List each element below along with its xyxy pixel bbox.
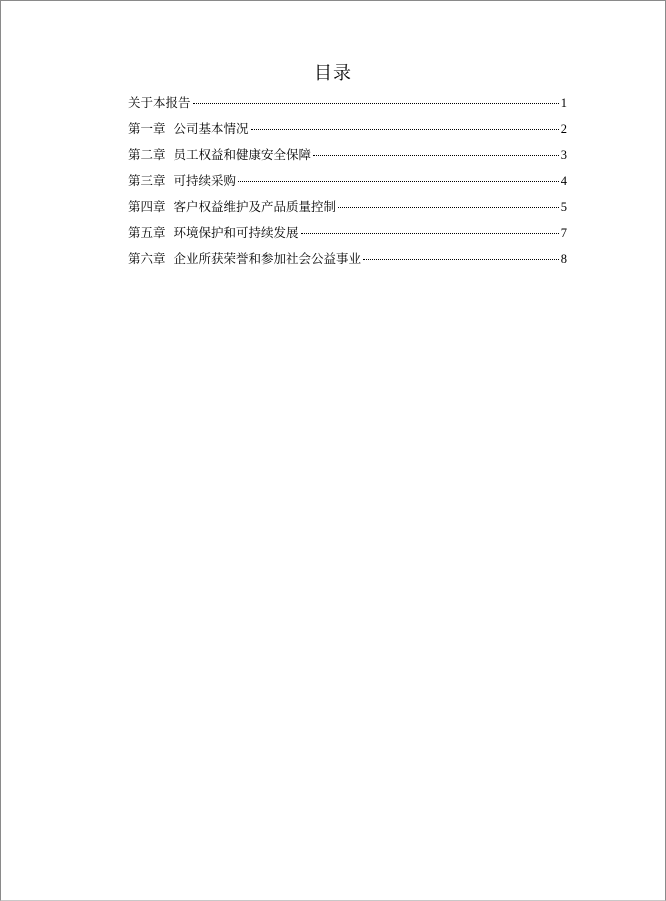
toc-entry-label [128, 225, 299, 241]
toc-entry-title: 公司基本情况 [173, 121, 249, 136]
toc-leader-dots [313, 155, 559, 156]
toc-title: 目录 [314, 63, 352, 84]
toc-entry-label [128, 147, 311, 163]
toc-page-number: 4 [560, 174, 567, 188]
toc-entry-chapter-3[interactable] [128, 173, 567, 199]
toc-entry-label [128, 173, 236, 189]
toc-entry-label [128, 95, 191, 111]
toc-leader-dots [301, 233, 559, 234]
toc-chapter-number: 第三章 [128, 173, 166, 188]
table-of-contents [128, 95, 567, 277]
toc-entry-title: 关于本报告 [128, 95, 191, 110]
toc-entry-title: 员工权益和健康安全保障 [173, 147, 312, 162]
toc-leader-dots [251, 129, 559, 130]
toc-entry-chapter-6[interactable] [128, 251, 567, 277]
toc-page-number: 3 [560, 148, 567, 162]
toc-page-number: 7 [560, 226, 567, 240]
toc-leader-dots [363, 259, 559, 260]
toc-entry-label [128, 121, 249, 137]
toc-chapter-number: 第五章 [128, 225, 166, 240]
toc-page-number: 2 [560, 122, 567, 136]
toc-page-number: 5 [560, 200, 567, 214]
toc-page-number: 1 [560, 96, 567, 110]
toc-entry-chapter-4[interactable] [128, 199, 567, 225]
toc-leader-dots [193, 103, 559, 104]
toc-leader-dots [338, 207, 559, 208]
toc-entry-title: 客户权益维护及产品质量控制 [173, 199, 337, 214]
toc-entry-label [128, 251, 361, 267]
toc-entry-chapter-1[interactable] [128, 121, 567, 147]
toc-entry-chapter-5[interactable] [128, 225, 567, 251]
toc-entry-title: 企业所获荣誉和参加社会公益事业 [173, 251, 362, 266]
toc-chapter-number: 第一章 [128, 121, 166, 136]
toc-page-number: 8 [560, 252, 567, 266]
toc-entry-label [128, 199, 336, 215]
toc-chapter-number: 第四章 [128, 199, 166, 214]
toc-chapter-number: 第二章 [128, 147, 166, 162]
toc-entry-title: 环境保护和可持续发展 [173, 225, 299, 240]
toc-leader-dots [238, 181, 559, 182]
toc-entry-chapter-2[interactable] [128, 147, 567, 173]
toc-chapter-number: 第六章 [128, 251, 166, 266]
toc-entry-about-report[interactable] [128, 95, 567, 121]
toc-entry-title: 可持续采购 [173, 173, 237, 188]
